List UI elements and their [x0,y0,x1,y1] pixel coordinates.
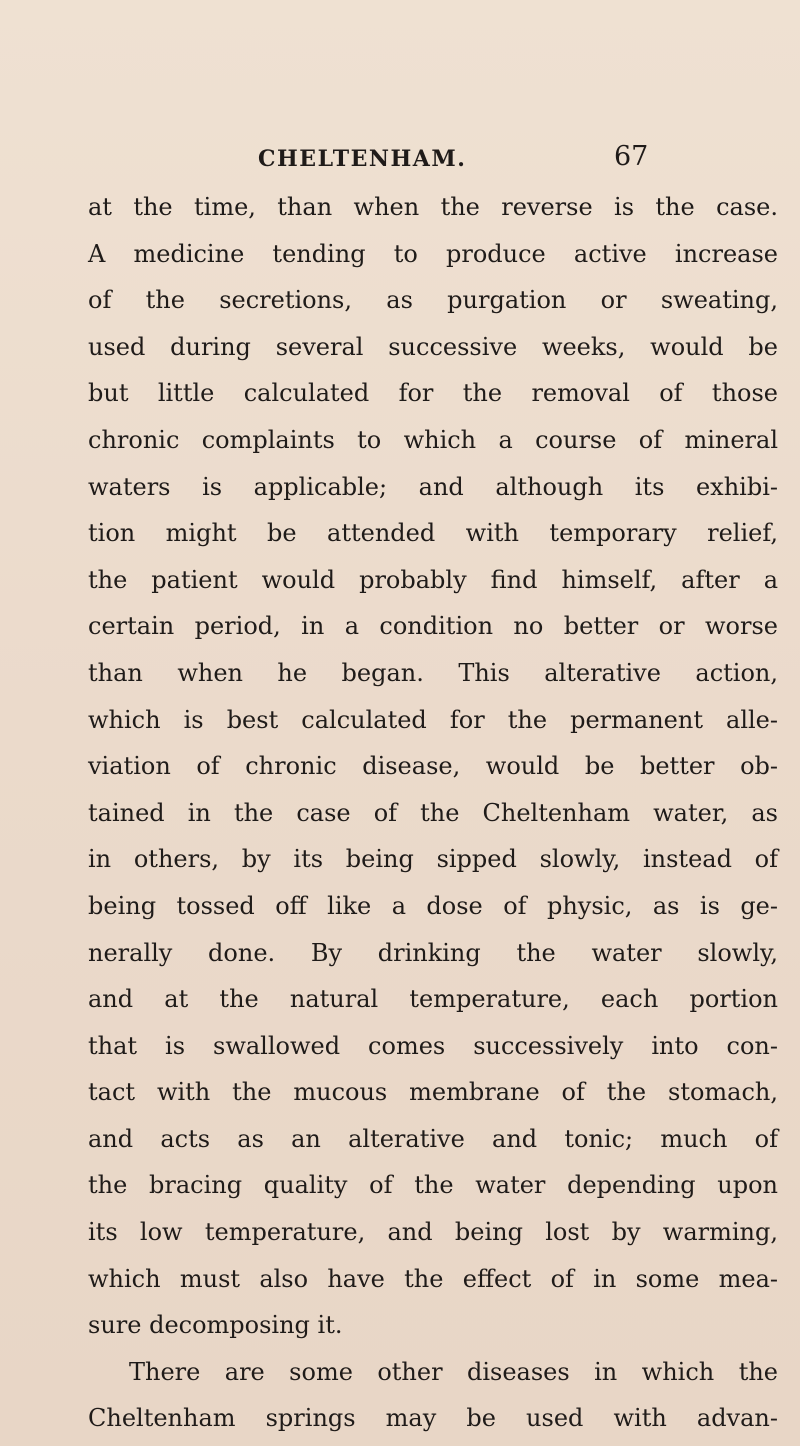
text-line: A medicine tending to produce active increase [88,239,778,268]
text-line: at the time, than when the reverse is the case. [88,193,778,221]
text-line: but little calculated for the removal of those [88,379,778,408]
paragraph-end-line: sure decomposing it. [88,1311,343,1340]
text-line: the patient would probably find himself, after a [88,565,778,594]
running-head: CHELTENHAM. [258,146,467,172]
page-header [0,140,800,180]
text-line: waters is applicable; and although its exhibi- [88,472,778,501]
text-line: in others, by its being sipped slowly, instead of [88,845,778,874]
text-line: and at the natural temperature, each portion [88,985,778,1014]
text-line: its low temperature, and being lost by warming, [88,1218,778,1247]
text-line: of the secretions, as purgation or sweating, [88,286,778,315]
text-line: being tossed off like a dose of physic, as is ge- [88,891,778,920]
text-line: and acts as an alterative and tonic; much of [88,1124,778,1153]
text-line: used during several successive weeks, would be [88,332,778,361]
text-line: chronic complaints to which a course of mineral [88,425,778,454]
text-line: tained in the case of the Cheltenham water, as [88,798,778,827]
text-line: Cheltenham springs may be used with advan- [88,1404,778,1433]
text-line: than when he began. This alterative action, [88,658,778,687]
text-line: nerally done. By drinking the water slowly, [88,938,778,967]
text-line: viation of chronic disease, would be better ob- [88,752,778,781]
text-line: the bracing quality of the water depending upon [88,1171,778,1200]
text-line: tion might be attended with temporary relief, [88,519,778,548]
page-number: 67 [614,141,649,172]
body-text [88,184,778,1442]
text-line: which is best calculated for the permanent alle- [88,705,778,734]
paragraph-start-line: There are some other diseases in which the [129,1357,778,1386]
text-line: which must also have the effect of in some mea- [88,1264,778,1293]
text-line: that is swallowed comes successively into con- [88,1031,778,1060]
text-line: tact with the mucous membrane of the stomach, [88,1078,778,1107]
text-line: certain period, in a condition no better or worse [88,612,778,641]
